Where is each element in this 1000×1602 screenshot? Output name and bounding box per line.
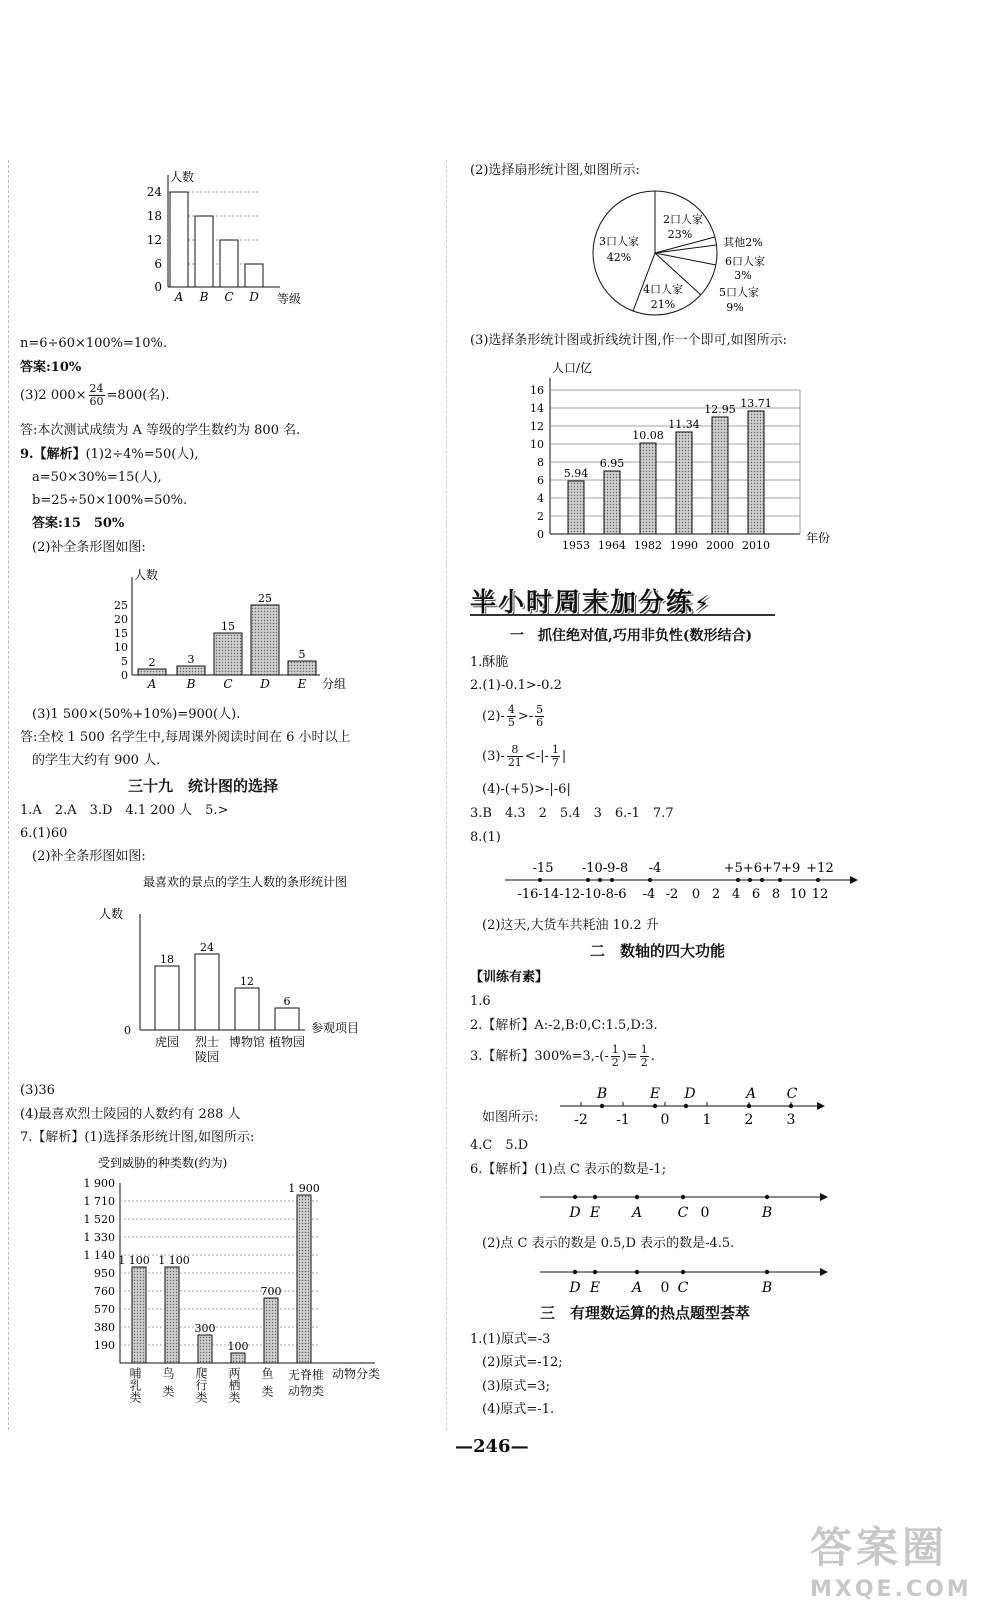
chart4-tick-1900: 1 900 (83, 1177, 115, 1190)
chart3-cat-3: 博物馆 (228, 1035, 266, 1049)
nl1-bottom-7: 6 (751, 887, 761, 902)
s39-answers: 1.A 2.A 3.D 4.1 200 人 5.> (20, 803, 229, 818)
nl3-letter-b: B (761, 1205, 773, 1221)
column-divider (446, 160, 447, 1430)
chart1-tick-12: 12 (146, 233, 162, 247)
household-pie-chart (585, 185, 785, 325)
nl1-top-3: -4 (648, 861, 662, 876)
nl3-letter-e: E (589, 1205, 601, 1221)
pie-pct-6p: 3% (734, 269, 752, 282)
chart5-year-1982: 1982 (634, 539, 662, 552)
chart5-bar-1982 (640, 443, 656, 534)
chart2-cat-e: E (297, 677, 307, 690)
nl2-letter-a: A (745, 1086, 757, 1102)
q9-line-2: a=50×30%=15(人), (32, 470, 162, 485)
chart3-bar-2 (195, 954, 219, 1030)
chart1-cat-c: C (224, 290, 234, 304)
nl2-letter-b: B (596, 1086, 608, 1102)
chart1-ylabel: 人数 (170, 170, 195, 184)
r3-q1-4: (4)原式=-1. (482, 1402, 555, 1417)
nl4-letter-b: B (761, 1280, 773, 1296)
nl4-letter-d: D (569, 1280, 581, 1296)
chart3-bar-1 (155, 966, 179, 1030)
chart5-year-2000: 2000 (706, 539, 734, 552)
population-bar-chart (510, 356, 870, 556)
chart4-cat-2: 鸟类 (161, 1367, 175, 1403)
nl1-top-4: +5+6+7+9 (723, 861, 801, 876)
scenic-spot-bar-chart (95, 872, 395, 1067)
chart5-tick-6: 6 (537, 474, 544, 487)
pie-pct-4p: 21% (650, 298, 676, 311)
chart2-tick-25: 25 (114, 599, 128, 612)
answer-1: 答案:10% (20, 360, 82, 375)
section-3-title: 三 有理数运算的热点题型荟萃 (540, 1304, 751, 1322)
section-2-title: 二 数轴的四大功能 (590, 942, 726, 960)
chart4-cat-3: 爬行类 (194, 1367, 208, 1403)
chart1-bar-d (245, 264, 263, 287)
chart3-title: 最喜欢的景点的学生人数的条形统计图 (142, 875, 348, 889)
chart5-label-2000: 12.95 (704, 403, 736, 416)
chart2-xlabel: 分组 (322, 677, 347, 690)
number-line-2 (555, 1080, 835, 1130)
chart2-tick-0: 0 (121, 669, 128, 682)
chart4-label-5: 700 (260, 1285, 282, 1298)
nl2-num-2: -1 (616, 1112, 630, 1128)
q9-answer-2a: 答:全校 1 500 名学生中,每周课外阅读时间在 6 小时以上 (20, 730, 351, 745)
pie-pct-2p: 23% (667, 228, 693, 241)
chart5-label-1953: 5.94 (563, 467, 589, 480)
chart2-bar-a (138, 669, 166, 675)
chart5-bar-2000 (712, 417, 728, 534)
chart4-xlabel: 动物分类 (332, 1367, 381, 1381)
chart4-bar-2 (165, 1267, 179, 1363)
chart5-year-1990: 1990 (670, 539, 698, 552)
nl4-zero: 0 (660, 1280, 670, 1296)
nl1-bottom-8: 8 (771, 887, 781, 902)
nl2-num-4: 1 (702, 1112, 712, 1128)
nl1-bottom-4: 0 (691, 887, 701, 902)
threatened-species-bar-chart (70, 1153, 410, 1418)
number-line-1 (500, 850, 860, 905)
nl1-top-2: -10-9-8 (581, 861, 629, 876)
chart5-tick-16: 16 (530, 384, 544, 397)
calc-3: (3)2 000× $\frac{24}{60}$ =800(名). (20, 382, 170, 408)
r1-q8-2: (2)这天,大货车共耗油 10.2 升 (482, 918, 659, 933)
chart1-cat-b: B (199, 290, 209, 304)
chart5-tick-14: 14 (530, 402, 544, 415)
pie-pct-3p: 42% (606, 251, 632, 264)
chart4-tick-190: 190 (94, 1339, 115, 1352)
chart1-tick-24: 24 (146, 185, 162, 199)
chart3-label-1: 18 (160, 953, 174, 966)
chart5-label-1990: 11.34 (668, 418, 700, 431)
chart4-bar-3 (198, 1335, 212, 1363)
chart5-year-1964: 1964 (598, 539, 626, 552)
section-39-title: 三十九 统计图的选择 (128, 777, 279, 795)
r3-q1-2: (2)原式=-12; (482, 1355, 563, 1370)
chart2-label-a: 2 (148, 656, 156, 669)
chart4-tick-570: 570 (94, 1303, 115, 1316)
banner-underline (470, 614, 775, 616)
r1-q2-1: 2.(1)-0.1>-0.2 (470, 678, 562, 693)
chart5-label-2010: 13.71 (740, 397, 772, 410)
chart2-label-c: 15 (221, 620, 235, 633)
q9-line-3: b=25÷50×100%=50%. (32, 493, 188, 508)
chart4-title: 受到威胁的种类数(约为) (98, 1156, 228, 1170)
nl1-bottom-6: 4 (731, 887, 741, 902)
nl1-bottom-3: -2 (665, 887, 679, 902)
chart5-tick-0: 0 (537, 528, 544, 541)
s39-q6b: (2)补全条形图如图: (32, 849, 146, 864)
chart2-bar-c (214, 633, 242, 675)
r-q2: (2)选择扇形统计图,如图所示: (470, 163, 640, 178)
nl1-bottom-2: -4 (642, 887, 656, 902)
chart4-label-2: 1 100 (158, 1254, 190, 1267)
nl2-num-5: 2 (744, 1112, 754, 1128)
chart2-cat-d: D (260, 677, 270, 690)
answer-2: 答:本次测试成绩为 A 等级的学生数约为 800 名. (20, 423, 301, 438)
chart5-tick-8: 8 (537, 456, 544, 469)
r2-fig-label: 如图所示: (482, 1110, 539, 1125)
chart2-tick-10: 10 (114, 641, 128, 654)
chart5-year-2010: 2010 (742, 539, 770, 552)
chart2-label-d: 25 (258, 592, 272, 605)
chart3-cat-2: 烈士 (194, 1035, 220, 1049)
pie-label-5p: 5口人家 (719, 286, 759, 299)
r1-q3-7: 3.B 4.3 2 5.4 3 6.-1 7.7 (470, 806, 674, 821)
number-line-4 (535, 1260, 835, 1300)
nl1-bottom-10: 12 (811, 887, 829, 902)
watermark (810, 1515, 972, 1602)
chart4-label-4: 100 (227, 1340, 249, 1353)
chart4-tick-1140: 1 140 (83, 1249, 115, 1262)
s39-q6d: (4)最喜欢烈士陵园的人数约有 288 人 (20, 1107, 241, 1122)
chart3-ylabel: 人数 (99, 907, 124, 921)
r1-q1: 1.酥脆 (470, 655, 509, 670)
nl4-letter-c: C (677, 1280, 689, 1296)
chart2-bar-d (251, 605, 279, 675)
nl4-letter-a: A (631, 1280, 643, 1296)
chart1-xlabel: 等级 (277, 292, 302, 305)
chart5-bar-2010 (748, 411, 764, 534)
chart4-tick-1710: 1 710 (83, 1195, 115, 1208)
r2-q4-5: 4.C 5.D (470, 1138, 529, 1153)
chart3-bar-3 (235, 988, 259, 1030)
watermark-logo: 答案圈 (810, 1523, 949, 1572)
nl1-bottom-5: 2 (711, 887, 721, 902)
chart2-cat-b: B (186, 677, 196, 690)
chart1-bar-b (195, 216, 213, 287)
chart5-tick-2: 2 (537, 510, 544, 523)
nl2-num-1: -2 (574, 1112, 588, 1128)
chart3-label-3: 12 (240, 975, 254, 988)
chart4-cat-5: 鱼类 (260, 1367, 274, 1403)
fraction: $\frac{24}{60}$ (89, 382, 104, 408)
chart4-label-1: 1 100 (118, 1254, 150, 1267)
chart4-label-6: 1 900 (288, 1182, 320, 1195)
r1-q2-2: (2)- $\frac{4}{5}$ >- $\frac{5}{6}$ (482, 703, 544, 729)
chart1-bar-c (220, 240, 238, 287)
r2-q6: 6.【解析】(1)点 C 表示的数是-1; (470, 1162, 667, 1177)
chart3-bar-4 (275, 1008, 299, 1030)
chart3-cat-2b: 陵园 (194, 1050, 220, 1064)
nl2-letter-c: C (786, 1086, 798, 1102)
nl2-num-6: 3 (786, 1112, 796, 1128)
q9-line-4: (2)补全条形图如图: (32, 540, 146, 555)
chart4-tick-950: 950 (94, 1267, 115, 1280)
chart2-bar-e (288, 661, 316, 675)
group-bar-chart (110, 565, 360, 690)
chart4-cat-6: 无脊椎动物类 (288, 1368, 325, 1398)
nl1-bottom-9: 10 (789, 887, 807, 902)
nl2-letter-e: E (649, 1086, 661, 1102)
section-1-title: 一 抓住绝对值,巧用非负性(数形结合) (510, 628, 753, 644)
chart1-tick-18: 18 (146, 209, 162, 223)
r3-q1-1: 1.(1)原式=-3 (470, 1332, 551, 1347)
chart4-tick-380: 380 (94, 1321, 115, 1334)
chart5-label-1982: 10.08 (632, 429, 664, 442)
chart2-tick-5: 5 (121, 655, 128, 668)
chart4-cat-4: 两栖类 (227, 1367, 241, 1403)
chart5-tick-4: 4 (537, 492, 544, 505)
nl2-num-3: 0 (660, 1112, 670, 1128)
r2-q6-2: (2)点 C 表示的数是 0.5,D 表示的数是-4.5. (482, 1236, 735, 1251)
chart1-tick-0: 0 (154, 280, 162, 294)
r1-q2-3: (3)- $\frac{8}{21}$ <-|- $\frac{1}{7}$ | (482, 743, 567, 769)
q9-line-1: 9.【解析】(1)2÷4%=50(人), (20, 447, 199, 462)
chart1-cat-d: D (249, 290, 259, 304)
pie-label-4p: 4口人家 (643, 283, 683, 296)
chart5-tick-10: 10 (530, 438, 544, 451)
nl1-top-1: -15 (532, 861, 554, 876)
nl2-letter-d: D (684, 1086, 696, 1102)
chart4-tick-1520: 1 520 (83, 1213, 115, 1226)
chart4-bar-6 (297, 1195, 311, 1363)
chart1-cat-a: A (174, 290, 184, 304)
chart2-cat-a: A (147, 677, 157, 690)
chart3-cat-1: 虎园 (154, 1035, 180, 1049)
chart5-year-1953: 1953 (562, 539, 590, 552)
chart3-xlabel: 参观项目 (311, 1021, 360, 1035)
chart5-bar-1990 (676, 432, 692, 534)
chart4-bar-1 (132, 1267, 146, 1363)
chart5-bar-1964 (604, 471, 620, 534)
watermark-url: MXQE.COM (810, 1577, 972, 1602)
r3-q1-3: (3)原式=3; (482, 1379, 550, 1394)
chart1-tick-6: 6 (154, 257, 162, 271)
page-number: —246— (455, 1436, 529, 1457)
r2-training: 【训练有素】 (470, 970, 549, 985)
s39-q6c: (3)36 (20, 1083, 55, 1098)
q9-answer-2b: 的学生大约有 900 人. (32, 753, 161, 768)
pie-pct-5p: 9% (726, 301, 744, 314)
chart2-bar-b (177, 666, 205, 675)
r2-q3: 3.【解析】300%=3,-(- $\frac{1}{2}$ )= $\frac{1}{2}$ . (470, 1043, 655, 1069)
chart3-cat-4: 植物园 (268, 1035, 306, 1049)
chart2-cat-c: C (223, 677, 233, 690)
chart2-ylabel: 人数 (134, 568, 159, 582)
chart2-tick-15: 15 (114, 627, 128, 640)
chart4-bar-4 (231, 1353, 245, 1363)
chart1-bar-a (170, 192, 188, 287)
chart3-zero: 0 (124, 1024, 131, 1037)
chart5-bar-1953 (568, 481, 584, 534)
q9-answer: 答案:15 50% (32, 516, 125, 531)
chart4-tick-1330: 1 330 (83, 1231, 115, 1244)
chart2-label-e: 5 (298, 648, 306, 661)
r1-q2-4: (4)-(+5)>-|-6| (482, 782, 571, 797)
s39-q7: 7.【解析】(1)选择条形统计图,如图所示: (20, 1130, 255, 1145)
calc-n: n=6÷60×100%=10%. (20, 336, 167, 351)
nl4-letter-e: E (589, 1280, 601, 1296)
grade-bar-chart (130, 165, 320, 305)
chart4-tick-760: 760 (94, 1285, 115, 1298)
r1-q8: 8.(1) (470, 830, 501, 845)
chart3-label-4: 6 (283, 995, 291, 1008)
chart2-label-b: 3 (187, 653, 195, 666)
nl3-zero: 0 (700, 1205, 710, 1221)
chart5-ylabel: 人口/亿 (552, 361, 593, 375)
chart3-label-2: 24 (200, 941, 214, 954)
r2-q1: 1.6 (470, 994, 491, 1009)
s39-q6: 6.(1)60 (20, 826, 68, 841)
chart4-label-3: 300 (194, 1322, 216, 1335)
chart4-bar-5 (264, 1298, 278, 1363)
r-q3: (3)选择条形统计图或折线统计图,作一个即可,如图所示: (470, 333, 788, 348)
nl3-letter-c: C (677, 1205, 689, 1221)
pie-label-other: 其他2% (723, 236, 763, 249)
chart2-tick-20: 20 (114, 613, 128, 626)
r2-q2: 2.【解析】A:-2,B:0,C:1.5,D:3. (470, 1018, 658, 1033)
number-line-3 (535, 1185, 835, 1225)
chart5-xlabel: 年份 (806, 531, 831, 545)
left-margin-line (8, 160, 9, 1430)
lightning-icon: ⚡ (694, 592, 712, 617)
pie-label-2p: 2口人家 (663, 213, 703, 226)
nl1-top-5: +12 (806, 861, 834, 876)
pie-label-6p: 6口人家 (725, 255, 765, 268)
chart5-tick-12: 12 (530, 420, 544, 433)
chart4-cat-1: 哺乳类 (128, 1367, 142, 1403)
pie-label-3p: 3口人家 (599, 235, 639, 248)
weekend-practice-banner: 半小时周末加分练⚡ (470, 588, 712, 618)
q9-line-5: (3)1 500×(50%+10%)=900(人). (32, 707, 241, 722)
chart5-label-1964: 6.95 (599, 457, 625, 470)
nl3-letter-a: A (631, 1205, 643, 1221)
nl1-bottom-1: -16-14-12-10-8-6 (517, 887, 627, 902)
nl3-letter-d: D (569, 1205, 581, 1221)
